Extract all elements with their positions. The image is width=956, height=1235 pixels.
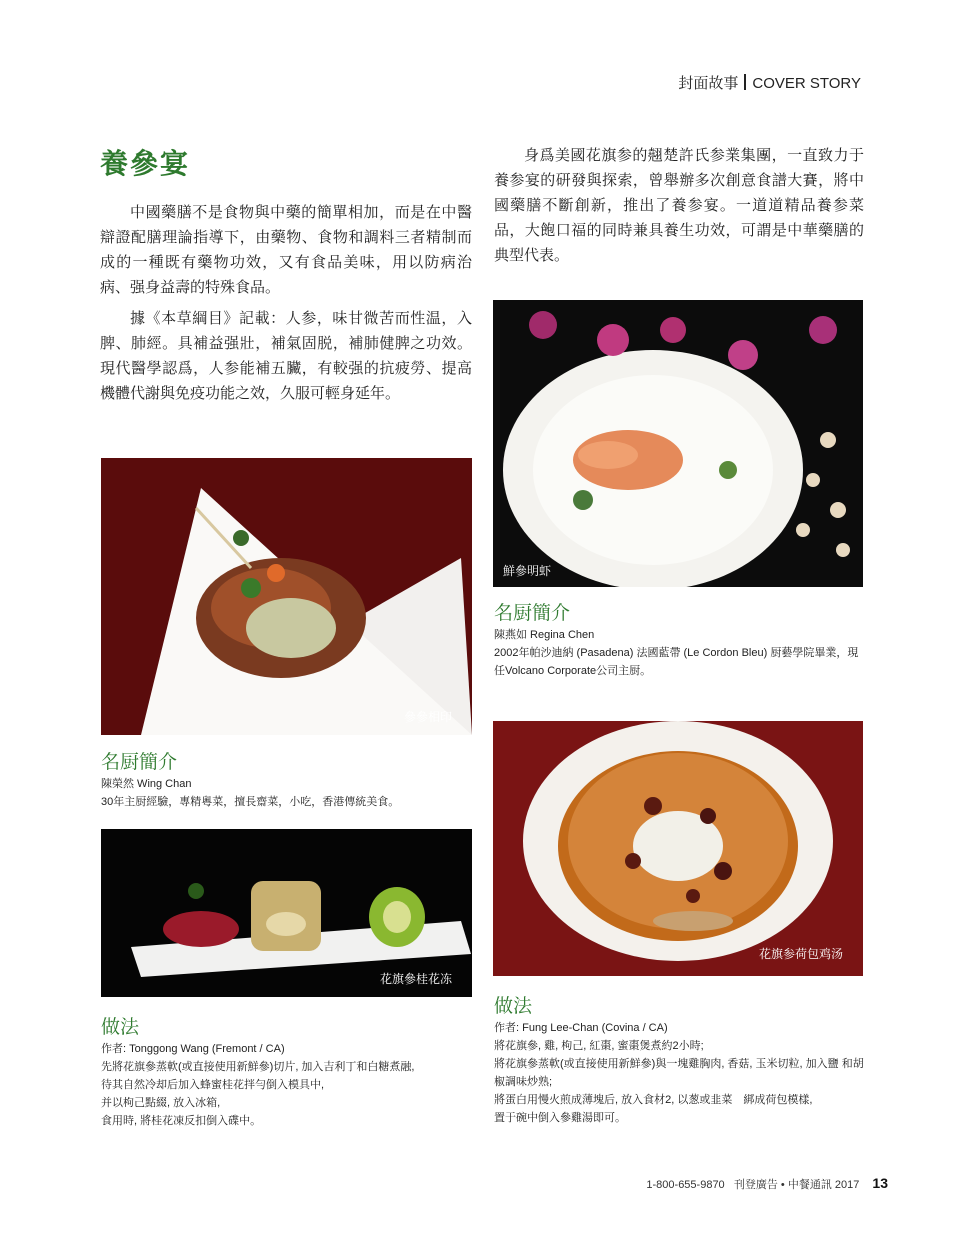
chef2-name: 陳榮然 Wing Chan <box>101 778 192 790</box>
chef1-bio: 2002年帕沙迪納 (Pasadena) 法國藍帶 (Le Cordon Bleu) 厨藝學院畢業，現任Volcano Corporate公司主厨。 <box>494 647 859 677</box>
jelly-caption: 花旗參桂花冻 <box>379 972 452 986</box>
recipe1-author: 作者: Tonggong Wang (Fremont / CA) <box>101 1043 285 1055</box>
shrimp-photo <box>493 300 863 587</box>
salad-photo <box>101 458 472 735</box>
recipe2-steps <box>494 1019 864 1127</box>
recipe2-step-1: 將花旗參, 雞, 枸己, 紅棗, 蜜棗煲煮約2小時; <box>494 1040 704 1052</box>
salad-caption: 參參相印 <box>403 710 452 724</box>
chef2-bio: 30年主厨經驗，專精粵菜，擅長齋菜，小吃，香港傳統美食。 <box>101 796 400 808</box>
soup-photo <box>493 721 863 976</box>
page-footer <box>646 1175 888 1192</box>
recipe2-step-4: 置于碗中倒入參雞湯即可。 <box>494 1112 626 1124</box>
recipe2-heading: 做法 <box>494 995 533 1017</box>
intro-paragraph-2: 據《本草綱目》記載：人参，味甘微苦而性温，入脾、肺經。具補益强壯，補氣固脱，補肺健脾之功效。現代醫學認爲，人参能補五臟，有較强的抗疲勞、提高機體代謝與免疫功能之效，久服可輕身延年。 <box>100 309 472 402</box>
section-header <box>678 72 861 93</box>
article-title: 養參宴 <box>100 147 191 180</box>
section-label-cn: 封面故事 <box>678 75 739 92</box>
header-divider <box>744 74 746 90</box>
page-number: 13 <box>872 1175 888 1191</box>
recipe1-step-1: 先將花旗參蒸軟(或直接使用新鮮參)切片, 加入吉利丁和白糖煮融, <box>101 1061 415 1073</box>
chef2-heading: 名厨簡介 <box>101 751 178 773</box>
footer-text: 刊登廣告 • 中餐通訊 2017 <box>733 1179 860 1191</box>
recipe1-step-2: 待其自然冷却后加入蜂蜜桂花拌勻倒入模具中, <box>101 1079 325 1091</box>
recipe1-step-4: 食用時, 將桂花凍反扣倒入碟中。 <box>101 1115 262 1127</box>
chef2-info <box>101 775 473 811</box>
section-label-en: COVER STORY <box>752 75 861 92</box>
recipe1-step-3: 并以枸己點綴, 放入冰箱, <box>101 1097 221 1109</box>
chef1-heading: 名厨簡介 <box>494 602 571 624</box>
intro-paragraph-1: 中國藥膳不是食物與中藥的簡單相加，而是在中醫辯證配膳理論指導下，由藥物、食物和調料三者精制而成的一種既有藥物功效，又有食品美味，用以防病治病、强身益壽的特殊食品。 <box>100 203 472 296</box>
left-intro <box>100 200 472 406</box>
recipe1-heading: 做法 <box>101 1016 140 1038</box>
jelly-photo <box>101 829 472 997</box>
recipe2-step-2: 將花旗參蒸軟(或直接使用新鮮參)與一塊雞胸肉, 香菇, 玉米切粒, 加入鹽 和胡椒調味炒熟; <box>494 1058 864 1088</box>
right-intro <box>494 143 864 268</box>
recipe2-step-3: 將蛋白用慢火煎成薄塊后, 放入食材2, 以葱或韭菜 綁成荷包模樣, <box>494 1094 813 1106</box>
right-paragraph: 身爲美國花旗参的翹楚許氏参業集團，一直致力于養参宴的研發與探索，曾舉辦多次創意食譜大賽，將中國藥膳不斷創新，推出了養参宴。一道道精品養参菜品，大飽口福的同時兼具養生功效，可謂是中華藥膳的典型代表。 <box>494 146 864 264</box>
chef1-info <box>494 626 864 680</box>
recipe1-steps <box>101 1040 473 1130</box>
chef1-name: 陳燕如 Regina Chen <box>494 629 595 641</box>
footer-phone: 1-800-655-9870 <box>646 1179 725 1191</box>
soup-caption: 花旗参荷包鸡汤 <box>758 947 843 961</box>
shrimp-caption: 鮮參明虾 <box>503 564 552 578</box>
recipe2-author: 作者: Fung Lee-Chan (Covina / CA) <box>494 1022 668 1034</box>
